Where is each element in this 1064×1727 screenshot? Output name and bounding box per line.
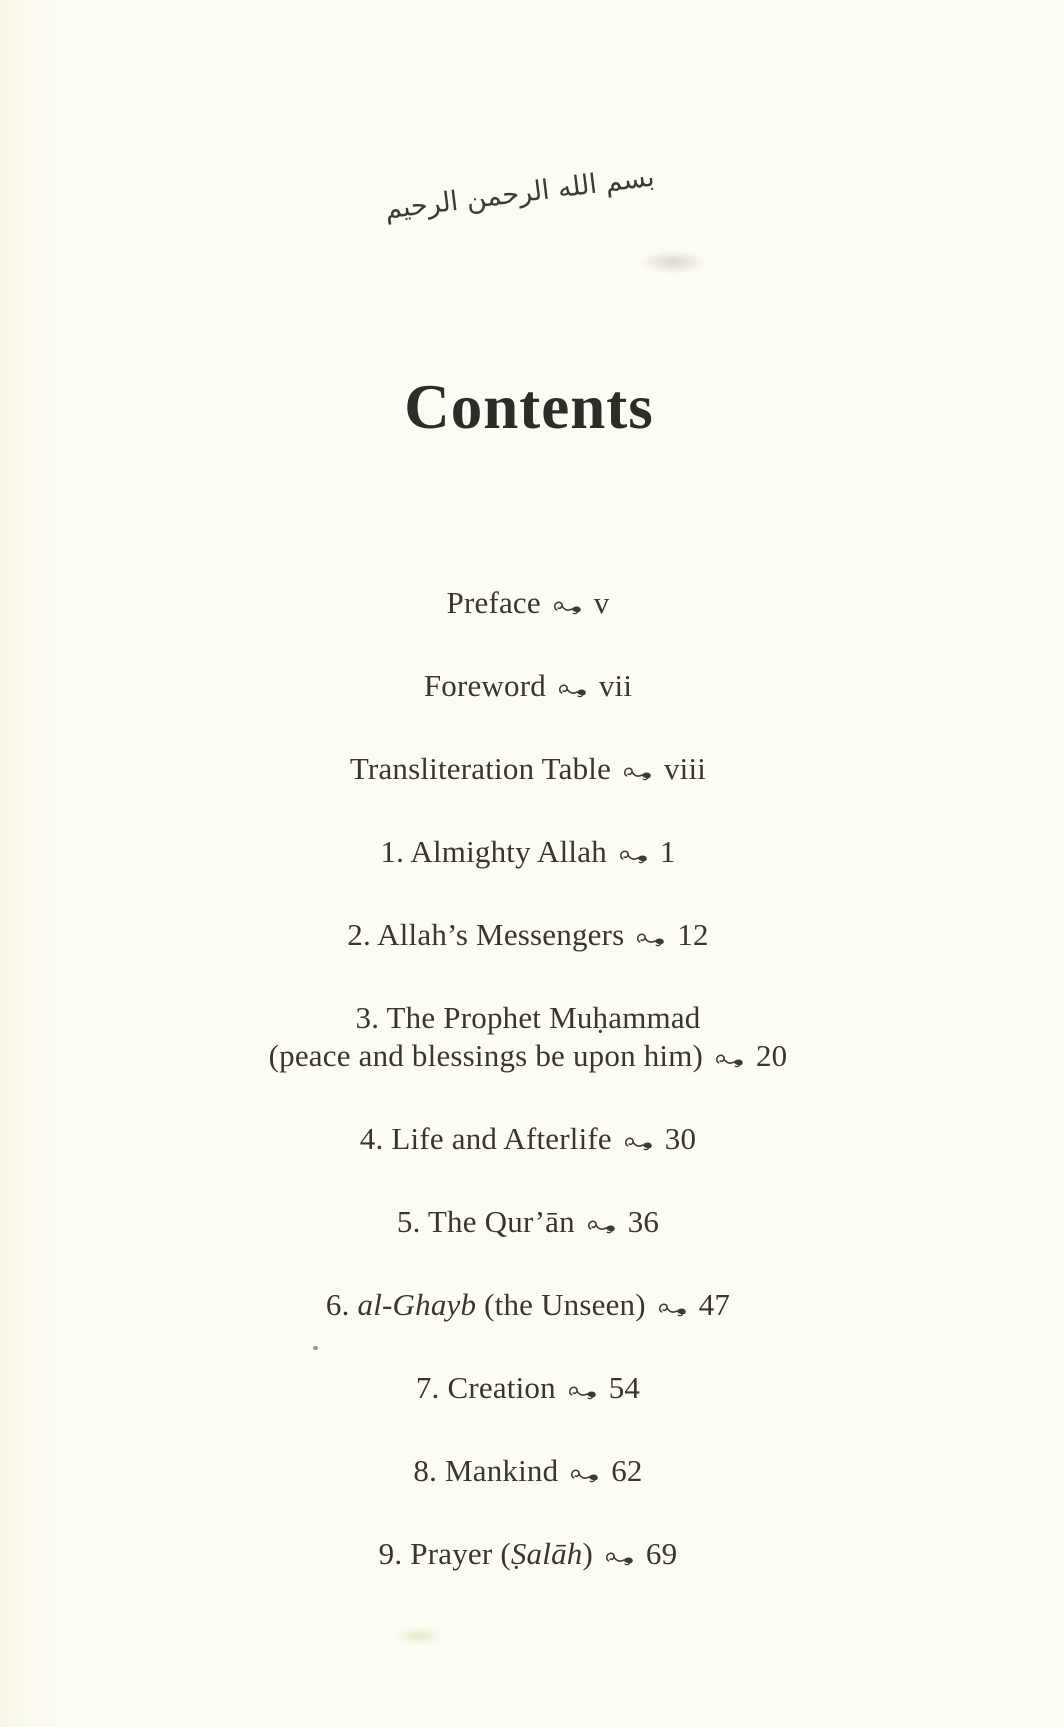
toc-entry-title: 5. The Qur’ān xyxy=(396,1204,575,1239)
toc-entry xyxy=(0,750,1056,788)
toc-entry-title: Foreword xyxy=(423,668,546,703)
table-of-contents xyxy=(0,584,1056,1618)
calligraphy-header xyxy=(0,161,1040,226)
leaf-ornament-icon xyxy=(585,1217,618,1235)
toc-entry-page: vii xyxy=(598,668,633,703)
toc-entry-page: 36 xyxy=(627,1204,660,1239)
toc-entry-page: 47 xyxy=(698,1287,731,1322)
toc-entry xyxy=(0,916,1056,954)
toc-entry-page: 62 xyxy=(611,1453,643,1488)
toc-entry-tail xyxy=(632,917,708,952)
toc-entry xyxy=(0,1203,1056,1241)
toc-entry-tail xyxy=(615,834,676,869)
page-stray-mark xyxy=(313,1346,318,1350)
leaf-ornament-icon xyxy=(568,1466,601,1484)
toc-entry-title: 3. The Prophet Muḥammad xyxy=(355,1000,701,1035)
leaf-ornament-icon xyxy=(566,1383,599,1401)
page-title: Contents xyxy=(404,372,654,442)
toc-entry xyxy=(0,833,1056,871)
toc-entry-page: 12 xyxy=(677,917,709,952)
toc-entry-page: v xyxy=(593,585,610,620)
toc-entry-tail xyxy=(601,1536,677,1571)
toc-entry-tail xyxy=(549,585,610,620)
page-smudge xyxy=(392,1626,444,1646)
toc-entry-tail xyxy=(583,1204,659,1239)
leaf-ornament-icon xyxy=(622,1134,655,1152)
toc-entry-page: 20 xyxy=(755,1038,788,1073)
leaf-ornament-icon xyxy=(713,1051,746,1069)
toc-entry-page: viii xyxy=(663,751,707,786)
leaf-ornament-icon xyxy=(634,930,667,948)
bismillah-calligraphy: بسم الله الرحمن الرحيم xyxy=(383,161,657,226)
toc-entry-tail xyxy=(554,668,632,703)
leaf-ornament-icon xyxy=(556,681,589,699)
toc-entry xyxy=(0,1286,1056,1324)
toc-entry xyxy=(0,1535,1056,1573)
toc-entry-title: 2. Allah’s Messengers xyxy=(347,917,625,952)
toc-entry xyxy=(0,999,1056,1075)
toc-entry-title: 9. Prayer (Ṣalāh) xyxy=(378,1536,594,1571)
leaf-ornament-icon xyxy=(551,598,584,616)
toc-entry-page: 69 xyxy=(645,1536,678,1571)
leaf-ornament-icon xyxy=(656,1300,689,1318)
toc-entry-title: 7. Creation xyxy=(415,1370,556,1405)
toc-entry-tail xyxy=(619,751,706,786)
toc-entry xyxy=(0,1369,1056,1407)
toc-entry-title: Preface xyxy=(446,585,541,620)
toc-entry-tail xyxy=(566,1453,642,1488)
toc-entry-page: 54 xyxy=(608,1370,641,1405)
toc-entry-title: 4. Life and Afterlife xyxy=(359,1121,612,1156)
toc-entry xyxy=(0,584,1056,622)
toc-entry xyxy=(0,667,1056,705)
toc-entry-tail xyxy=(620,1121,696,1156)
toc-entry xyxy=(0,1452,1056,1490)
leaf-ornament-icon xyxy=(617,847,650,865)
toc-entry-page: 1 xyxy=(659,834,676,869)
toc-entry-title: 6. al-Ghayb (the Unseen) xyxy=(325,1287,646,1322)
toc-entry-tail xyxy=(654,1287,730,1322)
page-smudge xyxy=(638,250,708,274)
toc-entry-tail xyxy=(564,1370,640,1405)
leaf-ornament-icon xyxy=(621,764,654,782)
toc-entry-page: 30 xyxy=(664,1121,697,1156)
toc-entry-title: 8. Mankind xyxy=(413,1453,559,1488)
toc-entry xyxy=(0,1120,1056,1158)
toc-entry-tail: (peace and blessings be upon him) 20 xyxy=(268,1038,788,1073)
leaf-ornament-icon xyxy=(603,1549,636,1567)
toc-entry-title: Transliteration Table xyxy=(349,751,612,786)
toc-entry-title: 1. Almighty Allah xyxy=(380,834,607,869)
